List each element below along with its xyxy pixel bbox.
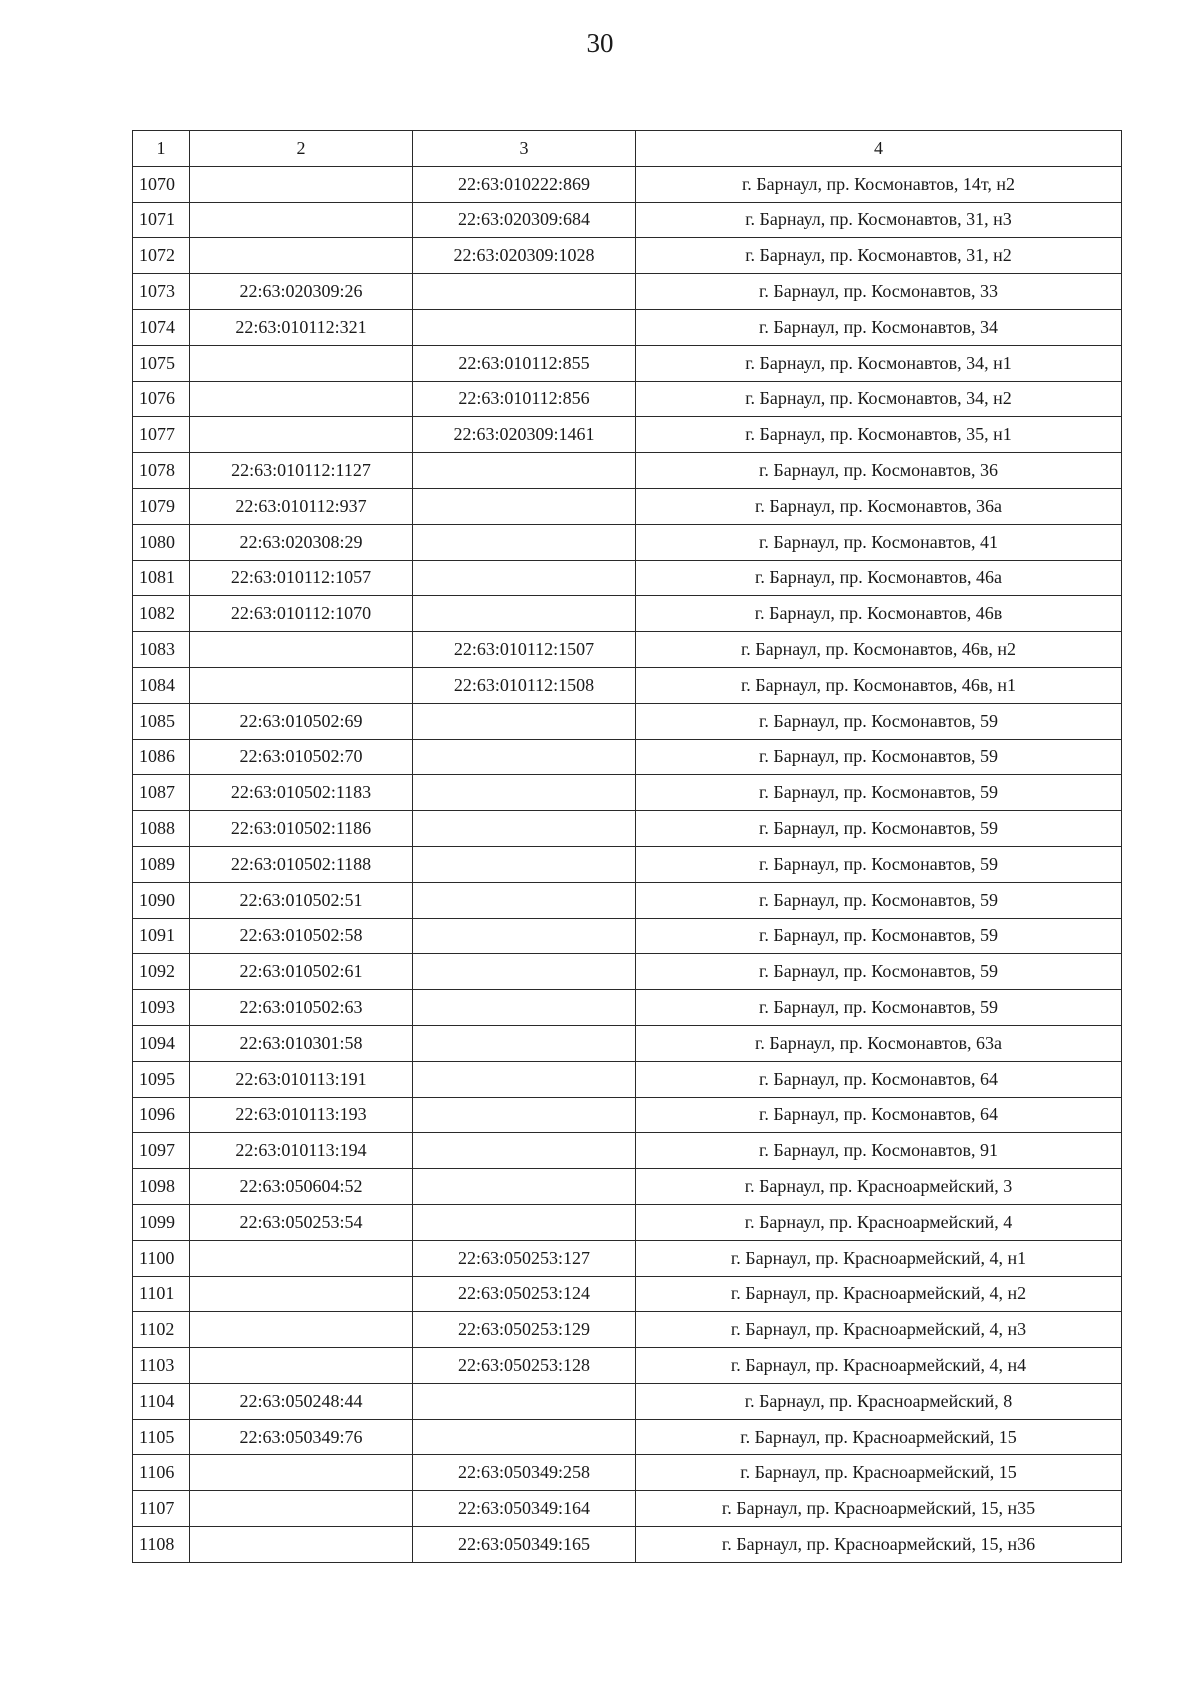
table-row <box>133 1204 1122 1240</box>
object-number-cell <box>413 453 636 489</box>
object-number-cell <box>413 918 636 954</box>
row-number-cell: 1070 <box>133 166 190 202</box>
table-row <box>133 238 1122 274</box>
parcel-number-cell <box>190 345 413 381</box>
table-row <box>133 488 1122 524</box>
object-number-cell: 22:63:010112:1507 <box>413 632 636 668</box>
object-number-cell: 22:63:050253:124 <box>413 1276 636 1312</box>
table-row <box>133 811 1122 847</box>
table-row <box>133 1276 1122 1312</box>
object-number-cell <box>413 954 636 990</box>
parcel-number-cell: 22:63:010113:194 <box>190 1133 413 1169</box>
row-number-cell: 1076 <box>133 381 190 417</box>
parcel-number-cell <box>190 1455 413 1491</box>
object-number-cell: 22:63:010222:869 <box>413 166 636 202</box>
address-cell: г. Барнаул, пр. Космонавтов, 41 <box>636 524 1122 560</box>
address-cell: г. Барнаул, пр. Красноармейский, 4, н3 <box>636 1312 1122 1348</box>
row-number-cell: 1072 <box>133 238 190 274</box>
table-row <box>133 1025 1122 1061</box>
parcel-number-cell: 22:63:010502:58 <box>190 918 413 954</box>
parcel-number-cell: 22:63:010301:58 <box>190 1025 413 1061</box>
address-cell: г. Барнаул, пр. Космонавтов, 91 <box>636 1133 1122 1169</box>
registry-table <box>132 130 1122 1563</box>
address-cell: г. Барнаул, пр. Космонавтов, 64 <box>636 1061 1122 1097</box>
row-number-cell: 1074 <box>133 309 190 345</box>
row-number-cell: 1096 <box>133 1097 190 1133</box>
row-number-cell: 1097 <box>133 1133 190 1169</box>
parcel-number-cell: 22:63:020309:26 <box>190 274 413 310</box>
object-number-cell <box>413 1383 636 1419</box>
address-cell: г. Барнаул, пр. Космонавтов, 46в, н1 <box>636 667 1122 703</box>
object-number-cell: 22:63:050349:258 <box>413 1455 636 1491</box>
parcel-number-cell <box>190 1276 413 1312</box>
row-number-cell: 1090 <box>133 882 190 918</box>
address-cell: г. Барнаул, пр. Космонавтов, 33 <box>636 274 1122 310</box>
table-row <box>133 1527 1122 1563</box>
parcel-number-cell: 22:63:010112:937 <box>190 488 413 524</box>
parcel-number-cell <box>190 1348 413 1384</box>
row-number-cell: 1105 <box>133 1419 190 1455</box>
row-number-cell: 1083 <box>133 632 190 668</box>
parcel-number-cell: 22:63:010502:63 <box>190 990 413 1026</box>
table-row <box>133 1133 1122 1169</box>
table-row <box>133 667 1122 703</box>
address-cell: г. Барнаул, пр. Красноармейский, 15 <box>636 1455 1122 1491</box>
table-row <box>133 846 1122 882</box>
parcel-number-cell: 22:63:010502:51 <box>190 882 413 918</box>
object-number-cell <box>413 1419 636 1455</box>
address-cell: г. Барнаул, пр. Космонавтов, 31, н2 <box>636 238 1122 274</box>
table-row <box>133 381 1122 417</box>
address-cell: г. Барнаул, пр. Космонавтов, 59 <box>636 918 1122 954</box>
address-cell: г. Барнаул, пр. Космонавтов, 31, н3 <box>636 202 1122 238</box>
column-header: 1 <box>133 131 190 167</box>
table-row <box>133 1061 1122 1097</box>
table-row <box>133 274 1122 310</box>
parcel-number-cell: 22:63:010502:1183 <box>190 775 413 811</box>
object-number-cell <box>413 846 636 882</box>
table-row <box>133 596 1122 632</box>
row-number-cell: 1088 <box>133 811 190 847</box>
row-number-cell: 1099 <box>133 1204 190 1240</box>
row-number-cell: 1089 <box>133 846 190 882</box>
column-header: 4 <box>636 131 1122 167</box>
address-cell: г. Барнаул, пр. Красноармейский, 4, н2 <box>636 1276 1122 1312</box>
parcel-number-cell: 22:63:020308:29 <box>190 524 413 560</box>
object-number-cell <box>413 524 636 560</box>
table-row <box>133 1383 1122 1419</box>
parcel-number-cell: 22:63:010113:193 <box>190 1097 413 1133</box>
table-row <box>133 739 1122 775</box>
address-cell: г. Барнаул, пр. Красноармейский, 15, н36 <box>636 1527 1122 1563</box>
address-cell: г. Барнаул, пр. Космонавтов, 34, н2 <box>636 381 1122 417</box>
parcel-number-cell <box>190 166 413 202</box>
row-number-cell: 1079 <box>133 488 190 524</box>
object-number-cell <box>413 560 636 596</box>
parcel-number-cell: 22:63:010502:69 <box>190 703 413 739</box>
address-cell: г. Барнаул, пр. Космонавтов, 34 <box>636 309 1122 345</box>
table-row <box>133 453 1122 489</box>
row-number-cell: 1102 <box>133 1312 190 1348</box>
object-number-cell <box>413 1097 636 1133</box>
table-row <box>133 882 1122 918</box>
object-number-cell <box>413 882 636 918</box>
table-row <box>133 202 1122 238</box>
parcel-number-cell <box>190 632 413 668</box>
address-cell: г. Барнаул, пр. Космонавтов, 59 <box>636 811 1122 847</box>
parcel-number-cell: 22:63:050248:44 <box>190 1383 413 1419</box>
table-row <box>133 1097 1122 1133</box>
address-cell: г. Барнаул, пр. Космонавтов, 59 <box>636 954 1122 990</box>
object-number-cell <box>413 811 636 847</box>
object-number-cell: 22:63:020309:1028 <box>413 238 636 274</box>
parcel-number-cell <box>190 1527 413 1563</box>
row-number-cell: 1071 <box>133 202 190 238</box>
object-number-cell: 22:63:050349:165 <box>413 1527 636 1563</box>
row-number-cell: 1093 <box>133 990 190 1026</box>
address-cell: г. Барнаул, пр. Космонавтов, 36а <box>636 488 1122 524</box>
object-number-cell <box>413 1169 636 1205</box>
parcel-number-cell: 22:63:010502:1188 <box>190 846 413 882</box>
parcel-number-cell <box>190 238 413 274</box>
object-number-cell: 22:63:020309:1461 <box>413 417 636 453</box>
parcel-number-cell: 22:63:010113:191 <box>190 1061 413 1097</box>
table-body <box>133 166 1122 1562</box>
table-row <box>133 703 1122 739</box>
parcel-number-cell <box>190 417 413 453</box>
address-cell: г. Барнаул, пр. Красноармейский, 15 <box>636 1419 1122 1455</box>
row-number-cell: 1075 <box>133 345 190 381</box>
parcel-number-cell: 22:63:010502:70 <box>190 739 413 775</box>
address-cell: г. Барнаул, пр. Космонавтов, 46в, н2 <box>636 632 1122 668</box>
row-number-cell: 1100 <box>133 1240 190 1276</box>
row-number-cell: 1085 <box>133 703 190 739</box>
table-row <box>133 524 1122 560</box>
row-number-cell: 1086 <box>133 739 190 775</box>
address-cell: г. Барнаул, пр. Космонавтов, 59 <box>636 775 1122 811</box>
address-cell: г. Барнаул, пр. Красноармейский, 4, н4 <box>636 1348 1122 1384</box>
row-number-cell: 1078 <box>133 453 190 489</box>
object-number-cell <box>413 309 636 345</box>
table-row <box>133 1419 1122 1455</box>
table-row <box>133 1455 1122 1491</box>
address-cell: г. Барнаул, пр. Космонавтов, 59 <box>636 846 1122 882</box>
parcel-number-cell: 22:63:010112:1070 <box>190 596 413 632</box>
object-number-cell <box>413 1133 636 1169</box>
object-number-cell <box>413 1204 636 1240</box>
table-row <box>133 1240 1122 1276</box>
row-number-cell: 1104 <box>133 1383 190 1419</box>
row-number-cell: 1082 <box>133 596 190 632</box>
row-number-cell: 1095 <box>133 1061 190 1097</box>
object-number-cell <box>413 775 636 811</box>
parcel-number-cell <box>190 1312 413 1348</box>
address-cell: г. Барнаул, пр. Красноармейский, 4 <box>636 1204 1122 1240</box>
parcel-number-cell: 22:63:010502:1186 <box>190 811 413 847</box>
object-number-cell <box>413 703 636 739</box>
address-cell: г. Барнаул, пр. Красноармейский, 15, н35 <box>636 1491 1122 1527</box>
object-number-cell: 22:63:050349:164 <box>413 1491 636 1527</box>
object-number-cell: 22:63:010112:855 <box>413 345 636 381</box>
object-number-cell <box>413 1061 636 1097</box>
address-cell: г. Барнаул, пр. Красноармейский, 8 <box>636 1383 1122 1419</box>
table-row <box>133 309 1122 345</box>
row-number-cell: 1084 <box>133 667 190 703</box>
parcel-number-cell <box>190 1240 413 1276</box>
object-number-cell: 22:63:050253:127 <box>413 1240 636 1276</box>
address-cell: г. Барнаул, пр. Космонавтов, 46а <box>636 560 1122 596</box>
address-cell: г. Барнаул, пр. Космонавтов, 64 <box>636 1097 1122 1133</box>
table-header-row <box>133 131 1122 167</box>
row-number-cell: 1103 <box>133 1348 190 1384</box>
table-row <box>133 632 1122 668</box>
row-number-cell: 1094 <box>133 1025 190 1061</box>
object-number-cell: 22:63:010112:856 <box>413 381 636 417</box>
address-cell: г. Барнаул, пр. Космонавтов, 59 <box>636 739 1122 775</box>
row-number-cell: 1080 <box>133 524 190 560</box>
row-number-cell: 1101 <box>133 1276 190 1312</box>
address-cell: г. Барнаул, пр. Космонавтов, 59 <box>636 882 1122 918</box>
table-row <box>133 1169 1122 1205</box>
table-row <box>133 775 1122 811</box>
table-row <box>133 1312 1122 1348</box>
object-number-cell: 22:63:020309:684 <box>413 202 636 238</box>
row-number-cell: 1106 <box>133 1455 190 1491</box>
table-row <box>133 1491 1122 1527</box>
parcel-number-cell <box>190 667 413 703</box>
table-row <box>133 990 1122 1026</box>
parcel-number-cell <box>190 1491 413 1527</box>
table-row <box>133 954 1122 990</box>
address-cell: г. Барнаул, пр. Космонавтов, 14т, н2 <box>636 166 1122 202</box>
object-number-cell: 22:63:050253:128 <box>413 1348 636 1384</box>
address-cell: г. Барнаул, пр. Космонавтов, 59 <box>636 703 1122 739</box>
parcel-number-cell <box>190 202 413 238</box>
object-number-cell <box>413 596 636 632</box>
row-number-cell: 1108 <box>133 1527 190 1563</box>
address-cell: г. Барнаул, пр. Космонавтов, 34, н1 <box>636 345 1122 381</box>
parcel-number-cell: 22:63:050604:52 <box>190 1169 413 1205</box>
object-number-cell <box>413 488 636 524</box>
address-cell: г. Барнаул, пр. Космонавтов, 63а <box>636 1025 1122 1061</box>
table-row <box>133 417 1122 453</box>
row-number-cell: 1107 <box>133 1491 190 1527</box>
object-number-cell <box>413 1025 636 1061</box>
object-number-cell <box>413 274 636 310</box>
object-number-cell <box>413 739 636 775</box>
address-cell: г. Барнаул, пр. Космонавтов, 46в <box>636 596 1122 632</box>
table-row <box>133 345 1122 381</box>
row-number-cell: 1077 <box>133 417 190 453</box>
page-number: 30 <box>586 28 614 58</box>
object-number-cell <box>413 990 636 1026</box>
address-cell: г. Барнаул, пр. Красноармейский, 4, н1 <box>636 1240 1122 1276</box>
row-number-cell: 1081 <box>133 560 190 596</box>
address-cell: г. Барнаул, пр. Космонавтов, 36 <box>636 453 1122 489</box>
parcel-number-cell: 22:63:050253:54 <box>190 1204 413 1240</box>
table-row <box>133 166 1122 202</box>
row-number-cell: 1087 <box>133 775 190 811</box>
parcel-number-cell <box>190 381 413 417</box>
object-number-cell: 22:63:050253:129 <box>413 1312 636 1348</box>
row-number-cell: 1092 <box>133 954 190 990</box>
row-number-cell: 1091 <box>133 918 190 954</box>
parcel-number-cell: 22:63:010112:321 <box>190 309 413 345</box>
row-number-cell: 1098 <box>133 1169 190 1205</box>
row-number-cell: 1073 <box>133 274 190 310</box>
table-row <box>133 918 1122 954</box>
parcel-number-cell: 22:63:010112:1127 <box>190 453 413 489</box>
table-row <box>133 560 1122 596</box>
parcel-number-cell: 22:63:010502:61 <box>190 954 413 990</box>
parcel-number-cell: 22:63:010112:1057 <box>190 560 413 596</box>
address-cell: г. Барнаул, пр. Космонавтов, 59 <box>636 990 1122 1026</box>
column-header: 3 <box>413 131 636 167</box>
column-header: 2 <box>190 131 413 167</box>
table-row <box>133 1348 1122 1384</box>
parcel-number-cell: 22:63:050349:76 <box>190 1419 413 1455</box>
object-number-cell: 22:63:010112:1508 <box>413 667 636 703</box>
address-cell: г. Барнаул, пр. Космонавтов, 35, н1 <box>636 417 1122 453</box>
address-cell: г. Барнаул, пр. Красноармейский, 3 <box>636 1169 1122 1205</box>
